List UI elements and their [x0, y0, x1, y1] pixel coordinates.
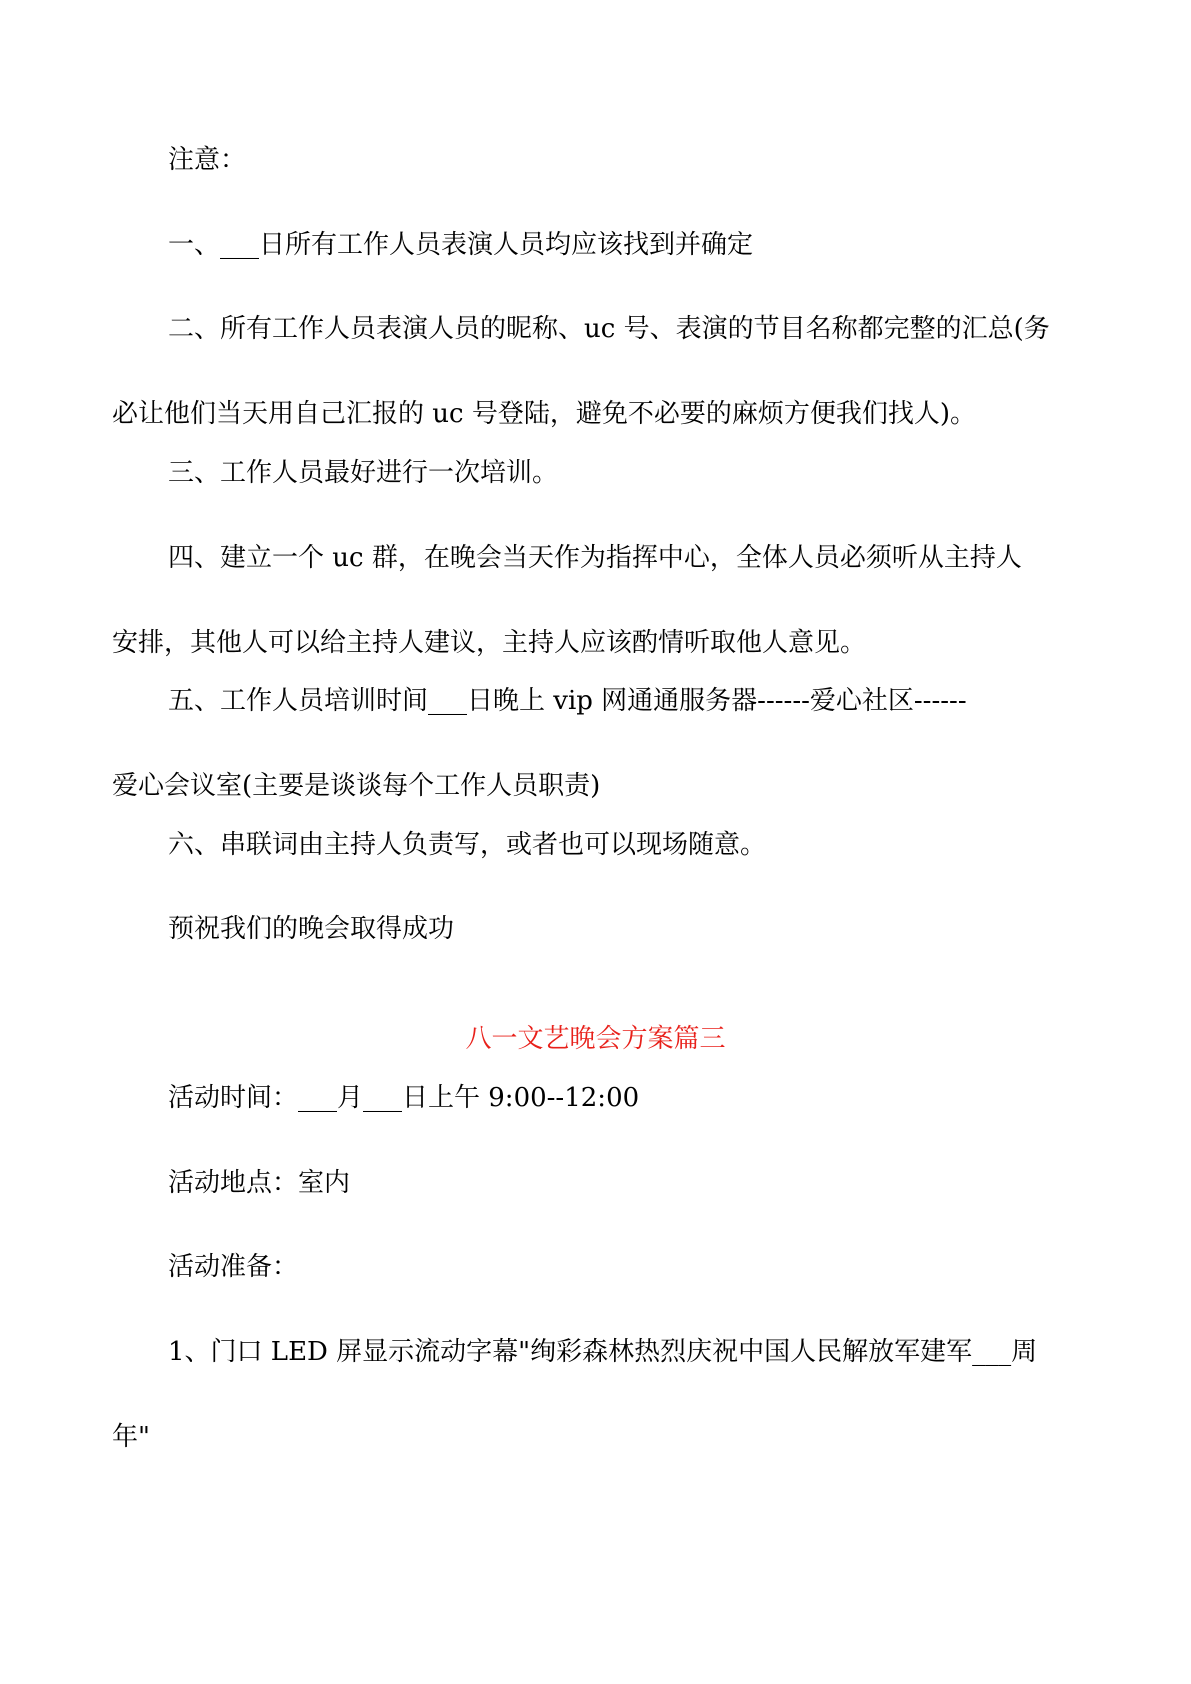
activity-prep-title: 活动准备： — [168, 1252, 299, 1282]
notes-item-3: 三、工作人员最好进行一次培训。 — [168, 458, 559, 488]
prep-item-1-line-1: 1、门口 LED 屏显示流动字幕"绚彩森林热烈庆祝中国人民解放军建军___周 — [168, 1337, 1038, 1367]
notes-item-2-line-2: 必让他们当天用自己汇报的 uc 号登陆，避免不必要的麻烦方便我们找人)。 — [112, 399, 976, 429]
notes-title: 注意： — [168, 145, 247, 175]
notes-item-4-line-1: 四、建立一个 uc 群，在晚会当天作为指挥中心，全体人员必须听从主持人 — [168, 543, 1022, 573]
section-heading: 八一文艺晚会方案篇三 — [465, 1024, 726, 1054]
notes-item-5-line-2: 爱心会议室(主要是谈谈每个工作人员职责) — [112, 771, 601, 801]
prep-item-1-line-2: 年" — [112, 1422, 150, 1452]
closing-wish: 预祝我们的晚会取得成功 — [168, 914, 455, 944]
notes-item-2-line-1: 二、所有工作人员表演人员的昵称、uc 号、表演的节目名称都完整的汇总(务 — [168, 314, 1050, 344]
notes-item-6: 六、串联词由主持人负责写，或者也可以现场随意。 — [168, 830, 767, 860]
activity-place: 活动地点：室内 — [168, 1168, 351, 1198]
notes-item-1: 一、___日所有工作人员表演人员均应该找到并确定 — [168, 230, 754, 260]
activity-time: 活动时间：___月___日上午 9:00--12:00 — [168, 1083, 640, 1113]
notes-item-4-line-2: 安排，其他人可以给主持人建议，主持人应该酌情听取他人意见。 — [112, 628, 867, 658]
notes-item-5-line-1: 五、工作人员培训时间___日晚上 vip 网通通服务器------爱心社区------ — [168, 686, 967, 716]
